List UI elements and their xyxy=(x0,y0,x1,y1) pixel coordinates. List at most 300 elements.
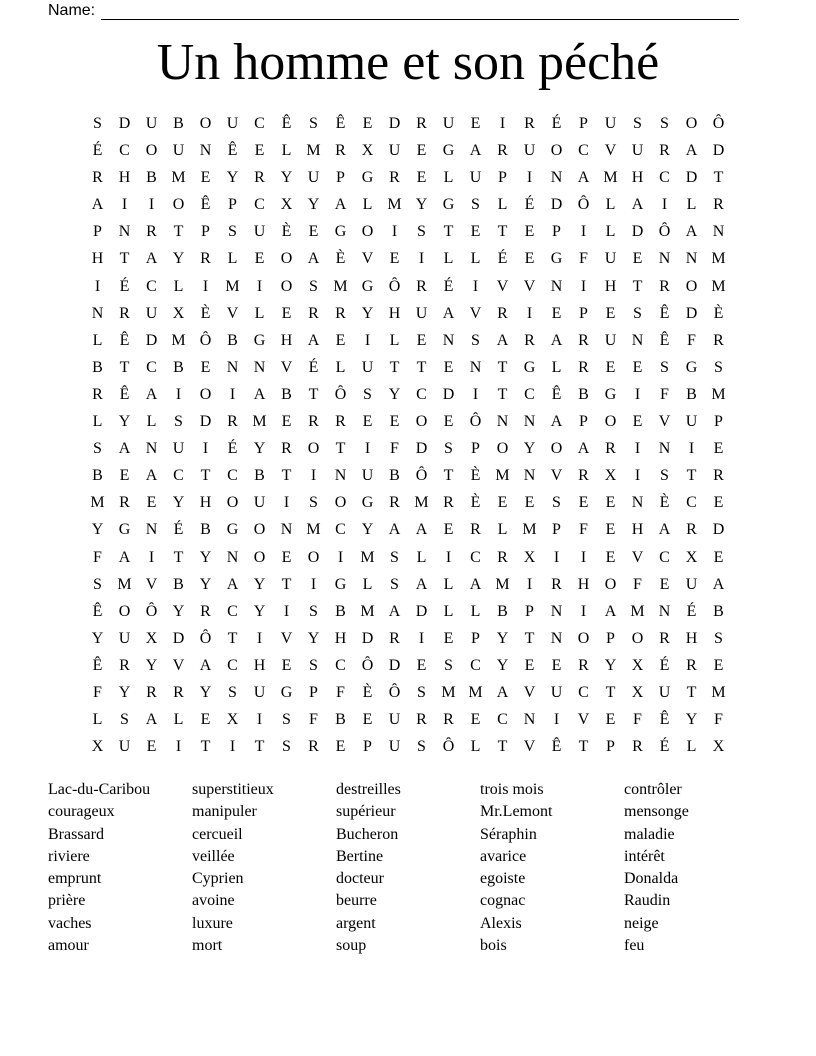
grid-letter: I xyxy=(526,169,533,187)
grid-letter: Ê xyxy=(281,115,292,132)
grid-letter: Y xyxy=(118,683,131,701)
grid-letter: E xyxy=(281,413,292,431)
grid-letter: C xyxy=(578,683,589,701)
grid-letter: G xyxy=(253,331,266,349)
grid-letter: Ê xyxy=(659,331,670,349)
grid-letter: S xyxy=(93,575,102,593)
grid-letter: U xyxy=(442,115,455,132)
grid-letter: P xyxy=(606,738,615,756)
grid-letter: I xyxy=(634,385,641,403)
grid-letter: U xyxy=(658,683,671,701)
grid-letter: E xyxy=(605,304,616,322)
grid-letter: U xyxy=(685,413,698,431)
grid-letter: G xyxy=(442,196,455,214)
grid-letter: M xyxy=(603,169,618,187)
grid-letter: S xyxy=(282,738,291,756)
grid-letter: I xyxy=(175,385,182,403)
grid-letter: A xyxy=(496,683,509,701)
grid-row xyxy=(84,113,732,140)
grid-letter: T xyxy=(308,385,319,403)
grid-letter: M xyxy=(711,277,726,295)
grid-letter: S xyxy=(633,115,642,132)
grid-letter: Y xyxy=(199,575,212,593)
grid-letter: B xyxy=(173,575,184,593)
grid-letter: N xyxy=(550,277,563,295)
grid-letter: E xyxy=(632,250,643,268)
grid-letter: E xyxy=(200,358,211,376)
grid-letter: É xyxy=(686,602,697,620)
grid-letter: E xyxy=(632,413,643,431)
grid-letter: R xyxy=(578,656,589,674)
grid-letter: U xyxy=(388,711,401,729)
grid-letter: V xyxy=(658,413,671,431)
grid-letter: R xyxy=(335,413,346,431)
grid-letter: E xyxy=(605,521,616,539)
grid-letter: B xyxy=(200,521,211,539)
grid-letter: L xyxy=(443,250,454,268)
grid-letter: S xyxy=(633,304,642,322)
grid-letter: X xyxy=(712,738,725,756)
grid-letter: N xyxy=(496,413,509,431)
grid-letter: H xyxy=(631,169,644,187)
grid-letter: C xyxy=(686,494,697,512)
grid-letter: E xyxy=(470,711,481,729)
grid-letter: R xyxy=(659,277,670,295)
grid-letter: X xyxy=(91,738,104,756)
grid-letter: Ê xyxy=(119,385,130,403)
grid-letter: S xyxy=(660,115,669,132)
grid-letter: L xyxy=(497,521,508,539)
grid-letter: S xyxy=(228,223,237,241)
grid-letter: M xyxy=(171,331,186,349)
grid-letter: O xyxy=(496,440,509,458)
grid-letter: L xyxy=(686,738,697,756)
grid-letter: E xyxy=(335,331,346,349)
word-bank-column xyxy=(624,779,768,957)
grid-letter: V xyxy=(523,738,536,756)
grid-letter: L xyxy=(443,169,454,187)
grid-letter: I xyxy=(418,629,425,647)
grid-row xyxy=(84,709,732,736)
word-bank-item: avarice xyxy=(480,847,527,865)
grid-letter: E xyxy=(281,656,292,674)
grid-letter: T xyxy=(524,629,535,647)
grid-letter: V xyxy=(361,250,374,268)
grid-letter: V xyxy=(631,548,644,566)
grid-letter: V xyxy=(145,575,158,593)
grid-letter: N xyxy=(334,467,347,485)
grid-letter: I xyxy=(580,602,587,620)
grid-letter: S xyxy=(417,683,426,701)
word-bank-item: contrôler xyxy=(624,781,682,798)
grid-letter: U xyxy=(631,142,644,160)
grid-letter: V xyxy=(172,656,185,674)
grid-letter: T xyxy=(335,440,346,458)
grid-letter: Ô xyxy=(442,738,455,756)
grid-letter: P xyxy=(579,413,588,431)
grid-letter: L xyxy=(686,196,697,214)
word-bank-item: Bucheron xyxy=(336,825,399,843)
grid-letter: T xyxy=(578,738,589,756)
grid-letter: R xyxy=(713,196,724,214)
grid-letter: É xyxy=(443,277,454,295)
grid-letter: S xyxy=(714,358,723,376)
grid-letter: B xyxy=(281,385,292,403)
grid-letter: S xyxy=(417,223,426,241)
grid-letter: I xyxy=(175,738,182,756)
grid-letter: E xyxy=(416,331,427,349)
grid-letter: L xyxy=(605,223,616,241)
grid-letter: Ê xyxy=(335,115,346,132)
word-bank-item: riviere xyxy=(48,847,90,865)
grid-letter: D xyxy=(631,223,644,241)
grid-letter: Y xyxy=(307,196,320,214)
grid-letter: D xyxy=(712,142,725,160)
word-bank-item: egoiste xyxy=(480,870,526,888)
grid-letter: I xyxy=(526,304,533,322)
word-bank-item: maladie xyxy=(624,825,675,843)
grid-letter: Y xyxy=(118,413,131,431)
grid-letter: U xyxy=(253,223,266,241)
grid-letter: L xyxy=(146,413,157,431)
grid-letter: E xyxy=(443,521,454,539)
grid-row xyxy=(84,221,732,248)
grid-letter: P xyxy=(336,169,345,187)
grid-letter: U xyxy=(685,575,698,593)
word-bank-item: Séraphin xyxy=(480,825,537,843)
grid-letter: H xyxy=(334,629,347,647)
grid-letter: C xyxy=(524,385,535,403)
grid-letter: S xyxy=(363,385,372,403)
grid-letter: H xyxy=(631,521,644,539)
grid-letter: A xyxy=(469,575,482,593)
word-bank-item: vaches xyxy=(48,914,92,932)
grid-letter: N xyxy=(658,440,671,458)
word-bank-item: Mr.Lemont xyxy=(480,803,553,821)
grid-letter: O xyxy=(307,440,320,458)
grid-letter: M xyxy=(360,602,375,620)
word-bank-item: mort xyxy=(192,937,223,955)
grid-letter: E xyxy=(416,142,427,160)
word-bank-item: emprunt xyxy=(48,870,102,888)
grid-letter: B xyxy=(173,358,184,376)
grid-letter: D xyxy=(685,169,698,187)
grid-letter: A xyxy=(415,575,428,593)
grid-letter: U xyxy=(523,142,536,160)
grid-letter: E xyxy=(605,494,616,512)
grid-letter: X xyxy=(523,548,536,566)
grid-letter: R xyxy=(524,115,535,132)
grid-letter: R xyxy=(686,521,697,539)
grid-letter: A xyxy=(577,169,590,187)
grid-letter: I xyxy=(580,277,587,295)
grid-letter: G xyxy=(442,142,455,160)
grid-letter: T xyxy=(686,683,697,701)
grid-letter: B xyxy=(173,115,184,132)
grid-letter: X xyxy=(280,196,293,214)
grid-letter: U xyxy=(172,440,185,458)
word-bank-item: supérieur xyxy=(336,803,396,821)
grid-letter: G xyxy=(361,494,374,512)
grid-letter: U xyxy=(145,115,158,132)
grid-letter: A xyxy=(145,467,158,485)
grid-letter: B xyxy=(335,711,346,729)
grid-letter: I xyxy=(256,277,263,295)
grid-row xyxy=(84,303,732,330)
grid-letter: R xyxy=(551,575,562,593)
grid-letter: E xyxy=(470,223,481,241)
grid-letter: H xyxy=(388,304,401,322)
grid-letter: R xyxy=(443,494,454,512)
grid-letter: A xyxy=(415,521,428,539)
grid-letter: Ê xyxy=(92,656,103,674)
grid-letter: É xyxy=(173,521,184,539)
grid-letter: I xyxy=(391,223,398,241)
grid-letter: E xyxy=(551,656,562,674)
grid-letter: C xyxy=(227,467,238,485)
grid-letter: R xyxy=(416,711,427,729)
grid-letter: R xyxy=(389,494,400,512)
grid-row xyxy=(84,438,732,465)
grid-letter: N xyxy=(91,304,104,322)
grid-letter: O xyxy=(280,277,293,295)
grid-letter: L xyxy=(605,196,616,214)
grid-letter: S xyxy=(309,494,318,512)
grid-letter: È xyxy=(362,683,373,701)
grid-letter: C xyxy=(470,548,481,566)
grid-letter: U xyxy=(307,169,320,187)
grid-letter: U xyxy=(415,304,428,322)
name-field xyxy=(48,0,748,20)
grid-letter: E xyxy=(254,250,265,268)
grid-letter: M xyxy=(414,494,429,512)
grid-letter: A xyxy=(334,196,347,214)
grid-letter: S xyxy=(471,196,480,214)
grid-letter: Y xyxy=(280,169,293,187)
word-bank-item: Lac-du-Caribou xyxy=(48,781,151,798)
grid-letter: G xyxy=(604,385,617,403)
grid-row xyxy=(84,194,732,221)
grid-letter: Ô xyxy=(199,331,212,349)
grid-letter: Y xyxy=(604,656,617,674)
grid-letter: A xyxy=(145,250,158,268)
grid-letter: R xyxy=(200,602,211,620)
grid-letter: O xyxy=(118,602,131,620)
name-label: Name: xyxy=(48,2,96,19)
grid-letter: E xyxy=(605,711,616,729)
grid-letter: A xyxy=(199,656,212,674)
word-bank-item: soup xyxy=(336,937,367,955)
grid-letter: L xyxy=(173,277,184,295)
grid-letter: R xyxy=(713,331,724,349)
grid-letter: F xyxy=(390,440,399,458)
grid-letter: R xyxy=(686,656,697,674)
grid-letter: C xyxy=(497,711,508,729)
grid-letter: Ô xyxy=(712,115,725,132)
grid-letter: I xyxy=(553,548,560,566)
grid-letter: L xyxy=(416,548,427,566)
grid-letter: U xyxy=(550,683,563,701)
grid-letter: S xyxy=(120,711,129,729)
grid-letter: V xyxy=(280,358,293,376)
grid-letter: Ô xyxy=(577,196,590,214)
grid-letter: I xyxy=(148,548,155,566)
grid-letter: É xyxy=(308,358,319,376)
grid-letter: R xyxy=(119,304,130,322)
grid-letter: T xyxy=(254,738,265,756)
grid-letter: Y xyxy=(307,629,320,647)
grid-letter: N xyxy=(523,711,536,729)
grid-letter: E xyxy=(470,115,481,132)
word-bank-item: manipuler xyxy=(192,803,257,821)
grid-letter: È xyxy=(470,494,481,512)
grid-row xyxy=(84,140,732,167)
grid-letter: A xyxy=(388,602,401,620)
grid-letter: V xyxy=(469,304,482,322)
grid-letter: F xyxy=(633,575,642,593)
grid-letter: R xyxy=(254,169,265,187)
grid-letter: A xyxy=(685,142,698,160)
grid-letter: F xyxy=(633,711,642,729)
grid-letter: È xyxy=(659,494,670,512)
grid-letter: T xyxy=(200,738,211,756)
grid-letter: Y xyxy=(199,683,212,701)
grid-letter: R xyxy=(416,115,427,132)
grid-letter: T xyxy=(281,575,292,593)
grid-letter: I xyxy=(499,115,506,132)
grid-letter: E xyxy=(200,169,211,187)
grid-letter: X xyxy=(631,683,644,701)
grid-letter: N xyxy=(442,331,455,349)
grid-letter: P xyxy=(309,683,318,701)
grid-letter: H xyxy=(253,656,266,674)
grid-letter: Ô xyxy=(469,413,482,431)
grid-letter: D xyxy=(442,385,455,403)
grid-letter: R xyxy=(308,738,319,756)
grid-letter: D xyxy=(361,629,374,647)
grid-letter: O xyxy=(307,548,320,566)
grid-letter: B xyxy=(497,602,508,620)
grid-letter: E xyxy=(551,304,562,322)
grid-letter: Y xyxy=(361,304,374,322)
grid-letter: H xyxy=(577,575,590,593)
grid-letter: S xyxy=(228,683,237,701)
grid-letter: V xyxy=(280,629,293,647)
grid-letter: O xyxy=(685,277,698,295)
grid-letter: F xyxy=(309,711,318,729)
grid-letter: T xyxy=(497,738,508,756)
grid-letter: S xyxy=(660,467,669,485)
grid-letter: S xyxy=(417,738,426,756)
grid-letter: S xyxy=(714,629,723,647)
word-bank xyxy=(48,779,768,957)
grid-letter: E xyxy=(416,656,427,674)
grid-letter: T xyxy=(605,683,616,701)
grid-letter: N xyxy=(550,629,563,647)
grid-letter: E xyxy=(362,413,373,431)
grid-letter: Y xyxy=(253,440,266,458)
grid-letter: C xyxy=(335,656,346,674)
grid-letter: I xyxy=(94,277,101,295)
grid-letter: E xyxy=(605,358,616,376)
grid-letter: Y xyxy=(226,169,239,187)
grid-letter: L xyxy=(92,711,103,729)
grid-letter: N xyxy=(631,494,644,512)
grid-letter: R xyxy=(335,304,346,322)
grid-letter: M xyxy=(630,602,645,620)
grid-letter: Ô xyxy=(388,277,401,295)
grid-letter: N xyxy=(550,602,563,620)
grid-letter: Y xyxy=(91,629,104,647)
grid-row xyxy=(84,736,732,763)
grid-letter: T xyxy=(497,223,508,241)
grid-letter: E xyxy=(146,494,157,512)
grid-letter: E xyxy=(362,115,373,132)
grid-letter: O xyxy=(361,223,374,241)
grid-letter: A xyxy=(604,602,617,620)
grid-letter: S xyxy=(93,440,102,458)
grid-letter: E xyxy=(281,304,292,322)
grid-letter: C xyxy=(416,385,427,403)
grid-letter: I xyxy=(634,467,641,485)
grid-letter: O xyxy=(604,413,617,431)
grid-letter: C xyxy=(470,656,481,674)
grid-letter: U xyxy=(388,142,401,160)
grid-letter: T xyxy=(200,467,211,485)
grid-letter: R xyxy=(632,738,643,756)
grid-row xyxy=(84,167,732,194)
grid-letter: C xyxy=(146,277,157,295)
word-bank-item: mensonge xyxy=(624,803,689,821)
grid-letter: I xyxy=(148,196,155,214)
grid-letter: L xyxy=(470,738,481,756)
grid-letter: E xyxy=(443,358,454,376)
grid-letter: M xyxy=(333,277,348,295)
word-bank-column xyxy=(48,779,192,957)
grid-letter: E xyxy=(659,575,670,593)
grid-letter: I xyxy=(661,196,668,214)
word-bank-item: trois mois xyxy=(480,781,544,798)
word-search-grid xyxy=(84,113,732,763)
grid-letter: C xyxy=(227,656,238,674)
grid-letter: È xyxy=(281,223,292,241)
grid-letter: O xyxy=(550,440,563,458)
grid-letter: E xyxy=(119,467,130,485)
grid-letter: P xyxy=(525,602,534,620)
grid-letter: B xyxy=(686,385,697,403)
grid-letter: F xyxy=(93,683,102,701)
grid-letter: R xyxy=(308,304,319,322)
grid-letter: B xyxy=(92,467,103,485)
grid-letter: I xyxy=(634,440,641,458)
grid-letter: R xyxy=(92,385,103,403)
grid-letter: Ô xyxy=(658,223,671,241)
grid-letter: R xyxy=(578,358,589,376)
grid-letter: S xyxy=(309,277,318,295)
grid-letter: R xyxy=(578,467,589,485)
grid-letter: E xyxy=(632,358,643,376)
grid-letter: É xyxy=(659,656,670,674)
grid-letter: M xyxy=(495,575,510,593)
grid-letter: L xyxy=(281,142,292,160)
grid-letter: I xyxy=(121,196,128,214)
grid-letter: V xyxy=(523,277,536,295)
grid-letter: O xyxy=(199,385,212,403)
grid-letter: P xyxy=(93,223,102,241)
grid-letter: R xyxy=(335,142,346,160)
grid-row xyxy=(84,519,732,546)
grid-letter: F xyxy=(687,331,696,349)
